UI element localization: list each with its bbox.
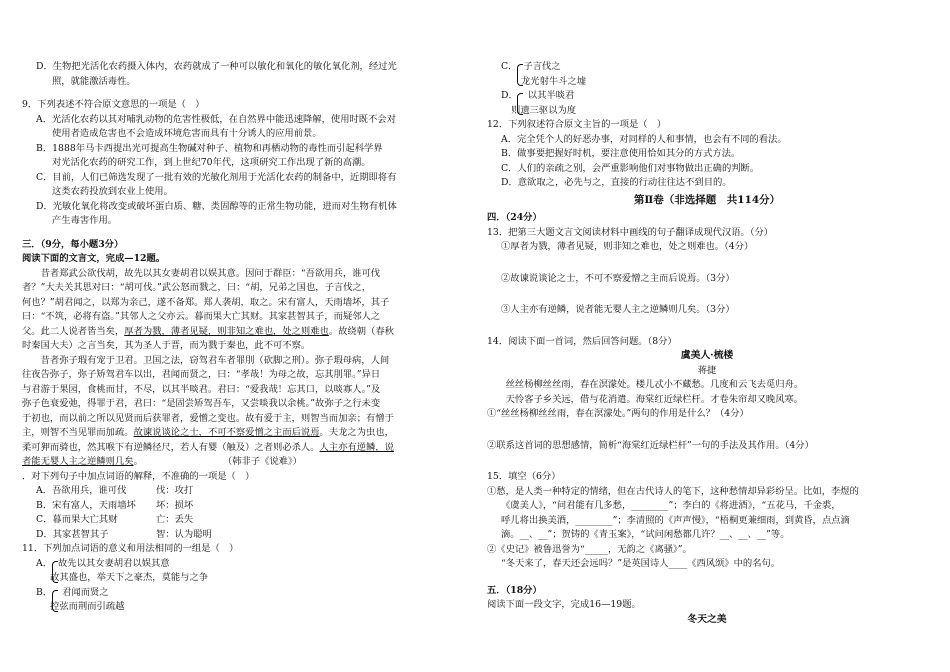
q14-stem: 14．阅读下面一首词，然后回答问题。（8分） — [487, 335, 677, 347]
underlined-sentence-2: 故谏说谈论之士，不可不察爱憎之主而后说焉 — [133, 427, 320, 438]
q13-sentence-1: ①厚者为戮，薄者见疑，则非知之难也，处之则难也。（4分） — [501, 241, 754, 252]
section-5-intro: 阅读下面一段文字，完成16—19题。 — [487, 599, 641, 610]
q11-option-d: D． 以其半啖君 则遗三驱以为度 — [487, 89, 927, 118]
passage-line — [22, 325, 454, 340]
q15-line: ①愁，是人类一种特定的情绪，但在古代诗人的笔下，这种愁情却异彩纷呈。比如，李煜的 — [487, 485, 859, 497]
right-column — [487, 60, 927, 627]
passage-line: 何也？”胡君闻之，以郑为亲己，遂不备郑。郑人袭胡，取之。宋有富人，天雨墙坏，其子 — [22, 296, 390, 308]
q8-option-d: D．生物把光活化农药摄入体内，农药就成了一种可以敏化和氧化的敏化氧化剂，经过光 — [36, 61, 397, 72]
passage-line: 者？”大夫关其思对曰：“胡可伐。”武公怒而戮之，曰：“胡，兄弟之国也，子言伐之， — [22, 282, 372, 293]
q10-option-c: C．暮而果大亡其财 亡：丢失 — [36, 514, 194, 525]
passage-text: 父。此二人说者皆当矣， — [22, 325, 125, 337]
passage-line: 昔者弥子瑕有宠于卫君。卫国之法，窃驾君车者罪刖（砍脚之刑）。弥子瑕母病，人间 — [40, 354, 390, 366]
passage-line: 往夜告弥子，弥子矫驾君车以出，君闻而贤之，曰：“孝哉！为母之故，忘其刖罪。”异日 — [22, 369, 381, 380]
left-column — [22, 60, 454, 615]
q10-stem: ．对下列句子中加点词语的解释，不准确的一项是（ ） — [22, 470, 255, 482]
q14-question-1: ①“丝丝杨柳丝丝雨，春在溟濛处。”两句的作用是什么？（4分） — [487, 408, 749, 419]
passage-text: 。夫龙之为虫也， — [319, 427, 394, 438]
q12-option-a: A．完全凭个人的好恶办事，对同样的人和事情，也会有不同的看法。 — [501, 133, 787, 145]
passage-line — [22, 455, 454, 470]
q12-option-c: C．人们的亲疏之别，会严重影响他们对事物做出正确的判断。 — [501, 162, 760, 174]
passage-line — [22, 441, 454, 456]
volume-2-title: 第Ⅱ卷（非选择题 共114分） — [633, 193, 781, 206]
q15-line: ②《史记》被鲁迅誉为“_____，无韵之《离骚》”。 — [487, 543, 692, 555]
q14-question-2: ②联系这首词的思想感情，简析“海棠红近绿栏杆”一句的手法及其作用。（4分） — [487, 439, 814, 451]
section-3-heading: 三．（9分，每小题3分） — [22, 238, 124, 250]
q12-option-d: D．意欲取之，必先与之，直接的行动往往达不到目的。 — [501, 177, 732, 188]
q9-option-c-cont: 这类农药投放到农业上使用。 — [52, 186, 173, 197]
section-5-heading: 五．（18分） — [487, 584, 542, 596]
q15-line: “冬天来了，春天还会远吗？”是英国诗人____《西风颂》中的名句。 — [501, 558, 781, 569]
q9-option-a-cont: 使用者造成危害也不会造成环境危害而具有十分诱人的应用前景。 — [52, 128, 322, 139]
q15-line: 《虞美人》，“问君能有几多愁，________”；李白的《将进酒》，“五花马，千金裘， — [501, 500, 841, 511]
q9-option-d: D．光敏化氧化将改变或破坏蛋白质、糖、类固醇等的正常生物功能，进而对生物有机体 — [36, 200, 397, 212]
q13-sentence-3: ③人主亦有逆鳞，说者能无婴人主之逆鳞则几矣。（3分） — [501, 304, 735, 315]
passage-line: 弥子色衰爱弛，得罪于君，君曰：“是固尝矫驾吾车，又尝啖我以余桃。”故弥子之行未变 — [22, 398, 381, 409]
q11-stem: 11．下列加点词语的意义和用法相同的一组是（ ） — [22, 543, 239, 554]
section-3-intro: 阅读下面的文言文，完成—12题。 — [22, 253, 166, 264]
q13-stem: 13．把第三大题文言文阅读材料中画线的句子翻译成现代汉语。（分） — [487, 226, 774, 238]
underlined-sentence-3b: 者能无婴人主之逆鳞则几矣 — [22, 456, 134, 467]
passage-line: 曰：“不筑，必将有盗。”其邻人之父亦云。暮而果大亡其财。其家甚智其子，而疑邻人之 — [22, 311, 381, 322]
poem-line: 丝丝杨柳丝丝雨，春在溟濛处。楼儿忒小不藏愁。几度和云飞去觅归舟。 — [505, 379, 804, 390]
poem-author: 蒋捷 — [697, 364, 717, 376]
q11-option-b: B． 君闻而贤之 控弦而荆而引疏越 — [22, 586, 454, 615]
passage-text: 。 — [133, 456, 143, 467]
poem-line: 天怜客子乡关远，借与花消遣。海棠红近绿栏杆。才卷朱帘却又晚风寒。 — [505, 393, 804, 405]
q10-option-d: D．其家甚智其子 智：认为聪明 — [36, 528, 212, 540]
q10-option-a: A．吾欲用兵，谁可伐 伐：攻打 — [36, 485, 194, 496]
passage-line: 于初也，而以前之所以见贤而后获罪者，爱憎之变也。故有爱于主，则智当而加亲；有憎于 — [22, 412, 394, 424]
q15-line: 滴。__、__”；贺铸的《青玉案》，“试问闲愁都几许？__、__、__”等。 — [501, 529, 790, 540]
q10-option-b: B．宋有富人，天雨墙坏 坏：损坏 — [36, 499, 194, 511]
q13-sentence-2: ②故谏说谈论之士，不可不察爱憎之主而后说焉。（3分） — [501, 272, 735, 284]
q8-option-d-cont: 照，就能激活毒性。 — [52, 75, 136, 87]
underlined-sentence-1: 厚者为戮，薄者见疑，则非知之难也，处之则难也 — [124, 325, 329, 337]
passage-line: 昔者郑武公欲伐胡，故先以其女妻胡君以娱其意。因问于群臣：“吾欲用兵，谁可伐 — [40, 267, 381, 279]
q9-option-b: B．1888年马卡西提出光可提高生物碱对种子、植物和再栖动物的毒性而引起科学界 — [36, 142, 383, 154]
section-4-heading: 四．（24分） — [487, 212, 542, 223]
essay-title: 冬天之美 — [687, 613, 727, 625]
poem-title: 虞美人·梳楼 — [680, 350, 734, 361]
passage-line — [22, 426, 454, 441]
underlined-sentence-3a: 人主亦有逆鳞，说 — [319, 441, 394, 453]
q9-option-d-cont: 产生毒害作用。 — [52, 215, 118, 226]
q12-option-b: B．做事要把握好时机，要注意使用恰如其分的方式方法。 — [501, 148, 741, 159]
passage-line: 时秦国大夫）之言当矣，其为圣人于晋，而为戮于秦也，此不可不察。 — [22, 340, 311, 351]
passage-text: 主，则智不当见罪而加疏。 — [22, 427, 134, 438]
q12-stem: 12．下列叙述符合原文主旨的一项是（ ） — [487, 119, 667, 130]
q15-stem: 15．填空（6分） — [487, 471, 561, 482]
q11-option-a: A． 故先以其女妻胡君以娱其意 故其盛也，举天下之豪杰，莫能与之争 — [22, 557, 454, 586]
q9-option-c: C．目前，人们已筛选发现了一批有效的光敏化剂用于光活化农药的制备中，近期即将有 — [36, 171, 397, 183]
passage-source: （韩非子《说难》） — [222, 456, 302, 467]
q9-option-b-cont: 对光活化农药的研究工作，到上世纪70年代，这项研究工作出现了新的高潮。 — [52, 157, 371, 168]
q15-line: 呼儿将出换美酒，________”；李清照的《声声慢》，“梧桐更兼细雨，到黄昏，点点滴 — [501, 514, 850, 526]
passage-text: 。故绕朝（春秋 — [328, 325, 394, 337]
q11-option-c: C． 子言伐之 龙光射牛斗之墟 — [487, 60, 927, 89]
q9-stem: 9．下列表述不符合原文意思的一项是（ ） — [22, 99, 205, 110]
passage-line: 与君游于果园，食桃而甘，不尽，以其半啖君。君曰：“爱我哉！忘其口，以啖寡人。”及 — [22, 383, 381, 395]
passage-text: 柔可狎而骑也，然其喉下有逆鳞径尺，若人有婴（触及）之者则必杀人。 — [22, 441, 320, 453]
q9-option-a: A．光活化农药以其对哺乳动物的危害性极低，在自然界中能迅速降解，使用时既不会对 — [36, 113, 396, 125]
